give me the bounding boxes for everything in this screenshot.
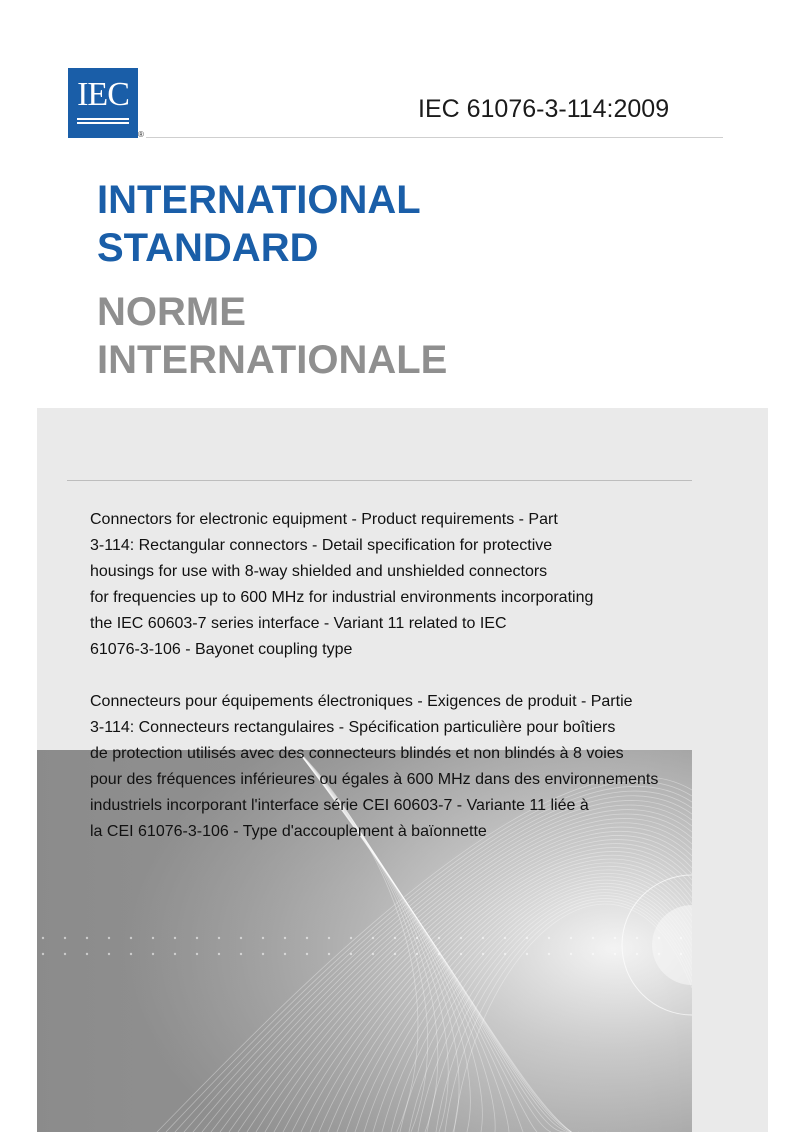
decorative-dot [416,937,418,939]
decorative-dot [438,953,440,955]
iec-logo [68,68,138,138]
decorative-dot [240,953,242,955]
decorative-dot [196,937,198,939]
decorative-dot [130,937,132,939]
decorative-dot [130,953,132,955]
decorative-dot [306,937,308,939]
decorative-dot [680,953,682,955]
decorative-dot [482,953,484,955]
decorative-dot [350,937,352,939]
decorative-dot [680,937,682,939]
decorative-dot [108,937,110,939]
registered-mark: ® [138,130,144,139]
decorative-dot [42,937,44,939]
description-line: 3-114: Connecteurs rectangulaires - Spécification particulière pour boîtiers [90,719,616,736]
description-french [90,689,658,845]
panel-divider [67,480,692,481]
decorative-dot [372,937,374,939]
decorative-dot [284,937,286,939]
decorative-dot [636,953,638,955]
decorative-dot [152,953,154,955]
decorative-dot [64,953,66,955]
decorative-dot [438,937,440,939]
decorative-dot [240,937,242,939]
decorative-dot [658,937,660,939]
decorative-dot [570,937,572,939]
title-french-line: NORME [97,290,246,334]
logo-lines [77,118,129,128]
decorative-dot [262,953,264,955]
decorative-dot [526,937,528,939]
decorative-dot [416,953,418,955]
title-english-line: INTERNATIONAL [97,178,421,222]
decorative-dot [614,953,616,955]
description-english [90,507,593,663]
decorative-dot [394,953,396,955]
decorative-dot [372,953,374,955]
description-line: industriels incorporant l'interface série CEI 60603-7 - Variante 11 liée à [90,797,589,814]
decorative-dot [548,937,550,939]
decorative-dot [306,953,308,955]
decorative-dot [504,937,506,939]
decorative-dot [108,953,110,955]
decorative-dot [152,937,154,939]
decorative-dot [592,937,594,939]
description-line: 61076-3-106 - Bayonet coupling type [90,641,353,658]
decorative-dot [548,953,550,955]
header-divider [146,137,723,138]
decorative-dot [460,937,462,939]
title-french-line: INTERNATIONALE [97,338,448,382]
decorative-dot [86,937,88,939]
decorative-dot [174,953,176,955]
decorative-dot [284,953,286,955]
decorative-dot [658,953,660,955]
description-line: for frequencies up to 600 MHz for industrial environments incorporating [90,589,594,606]
decorative-dot [218,937,220,939]
description-line: Connecteurs pour équipements électroniques - Exigences de produit - Partie [90,693,633,710]
decorative-dot [394,937,396,939]
decorative-dot [174,937,176,939]
decorative-dot [64,937,66,939]
decorative-dot [614,937,616,939]
title-english-line: STANDARD [97,226,319,270]
decorative-dot [42,953,44,955]
decorative-dot [86,953,88,955]
title-english [97,176,421,272]
decorative-dot [592,953,594,955]
description-line: the IEC 60603-7 series interface - Variant 11 related to IEC [90,615,507,632]
decorative-dot [482,937,484,939]
decorative-dot [350,953,352,955]
description-line: 3-114: Rectangular connectors - Detail specification for protective [90,537,553,554]
description-line: Connectors for electronic equipment - Product requirements - Part [90,511,558,528]
decorative-dot [328,953,330,955]
logo-text: IEC [77,76,129,113]
decorative-dot [570,953,572,955]
decorative-dot [328,937,330,939]
description-line: pour des fréquences inférieures ou égales à 600 MHz dans des environnements [90,771,659,788]
decorative-dot [526,953,528,955]
description-line: la CEI 61076-3-106 - Type d'accouplement à baïonnette [90,823,487,840]
decorative-dot [262,937,264,939]
decorative-dot [636,937,638,939]
decorative-dot [196,953,198,955]
standard-number: IEC 61076-3-114:2009 [418,95,670,123]
title-french [97,288,447,384]
decorative-dot [460,953,462,955]
decorative-dot [218,953,220,955]
decorative-dot [504,953,506,955]
description-line: housings for use with 8-way shielded and unshielded connectors [90,563,548,580]
description-line: de protection utilisés avec des connecteurs blindés et non blindés à 8 voies [90,745,624,762]
